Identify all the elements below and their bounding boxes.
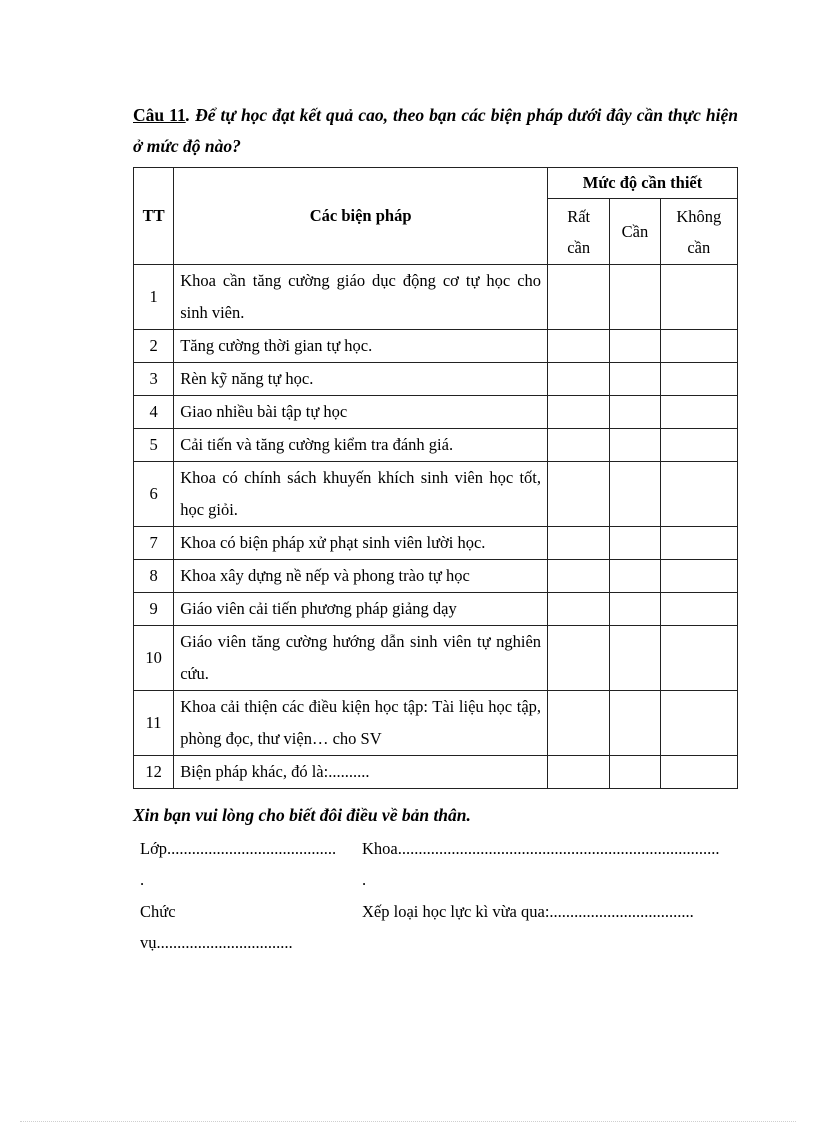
answer-cell-not-needed[interactable] [660, 429, 737, 462]
row-measure: Khoa cần tăng cường giáo dục động cơ tự học cho sinh viên. [174, 265, 548, 330]
answer-cell-needed[interactable] [610, 560, 660, 593]
row-number: 6 [134, 462, 174, 527]
row-number: 1 [134, 265, 174, 330]
answer-cell-not-needed[interactable] [660, 265, 737, 330]
answer-cell-needed[interactable] [610, 691, 660, 756]
row-measure: Khoa có biện pháp xử phạt sinh viên lười học. [174, 527, 548, 560]
row-number: 12 [134, 756, 174, 789]
table-row [134, 756, 738, 789]
table-row [134, 626, 738, 691]
table-row [134, 396, 738, 429]
page-edge-divider [20, 1121, 796, 1122]
answer-cell-very-needed[interactable] [548, 560, 610, 593]
row-measure: Khoa cải thiện các điều kiện học tập: Tài liệu học tập, phòng đọc, thư viện… cho SV [174, 691, 548, 756]
answer-cell-needed[interactable] [610, 265, 660, 330]
header-measures: Các biện pháp [174, 168, 548, 265]
header-necessity: Mức độ cần thiết [548, 168, 738, 199]
position-label: Chức [140, 902, 176, 921]
answer-cell-needed[interactable] [610, 363, 660, 396]
row-number: 11 [134, 691, 174, 756]
answer-cell-needed[interactable] [610, 756, 660, 789]
question-text: . Để tự học đạt kết quả cao, theo bạn các biện pháp dưới đây cần thực hiện ở mức độ nào? [133, 105, 739, 156]
row-measure: Giáo viên cải tiến phương pháp giảng dạy [174, 593, 548, 626]
answer-cell-not-needed[interactable] [660, 527, 737, 560]
answer-cell-needed[interactable] [610, 396, 660, 429]
row-number: 9 [134, 593, 174, 626]
row-number: 8 [134, 560, 174, 593]
row-number: 10 [134, 626, 174, 691]
answer-cell-very-needed[interactable] [548, 396, 610, 429]
answer-cell-not-needed[interactable] [660, 462, 737, 527]
table-row [134, 363, 738, 396]
answer-cell-very-needed[interactable] [548, 691, 610, 756]
faculty-field[interactable]: Khoa.............................................................................. [362, 839, 720, 858]
answer-cell-not-needed[interactable] [660, 691, 737, 756]
answer-cell-very-needed[interactable] [548, 330, 610, 363]
position-field[interactable]: vụ................................. [140, 933, 293, 952]
answer-cell-needed[interactable] [610, 527, 660, 560]
table-row [134, 330, 738, 363]
answer-cell-not-needed[interactable] [660, 626, 737, 691]
row-number: 4 [134, 396, 174, 429]
table-row [134, 560, 738, 593]
table-row [134, 691, 738, 756]
answer-cell-needed[interactable] [610, 330, 660, 363]
class-field[interactable]: Lớp......................................... [140, 839, 337, 858]
row-measure: Khoa xây dựng nề nếp và phong trào tự học [174, 560, 548, 593]
table-row [134, 527, 738, 560]
answer-cell-very-needed[interactable] [548, 527, 610, 560]
answer-cell-very-needed[interactable] [548, 626, 610, 691]
answer-cell-not-needed[interactable] [660, 396, 737, 429]
table-row [134, 593, 738, 626]
answer-cell-very-needed[interactable] [548, 429, 610, 462]
answer-cell-very-needed[interactable] [548, 462, 610, 527]
row-number: 7 [134, 527, 174, 560]
answer-cell-needed[interactable] [610, 462, 660, 527]
table-row [134, 265, 738, 330]
header-tt: TT [134, 168, 174, 265]
row-measure: Khoa có chính sách khuyến khích sinh viên học tốt, học giỏi. [174, 462, 548, 527]
row-measure: Cải tiến và tăng cường kiểm tra đánh giá. [174, 429, 548, 462]
faculty-field-continuation: . [362, 870, 367, 889]
answer-cell-very-needed[interactable] [548, 756, 610, 789]
answer-cell-very-needed[interactable] [548, 265, 610, 330]
row-measure: Rèn kỹ năng tự học. [174, 363, 548, 396]
answer-cell-needed[interactable] [610, 429, 660, 462]
measures-table [133, 167, 738, 789]
row-number: 3 [134, 363, 174, 396]
header-very-needed: Rất cần [548, 199, 610, 265]
personal-info-title: Xin bạn vui lòng cho biết đôi điều về bản thân. [133, 805, 471, 825]
answer-cell-not-needed[interactable] [660, 560, 737, 593]
header-needed: Cần [610, 199, 660, 265]
answer-cell-needed[interactable] [610, 593, 660, 626]
header-not-needed: Không cần [660, 199, 737, 265]
table-row [134, 429, 738, 462]
question-number: Câu 11 [133, 105, 186, 125]
answer-cell-not-needed[interactable] [660, 330, 737, 363]
table-row [134, 462, 738, 527]
answer-cell-very-needed[interactable] [548, 363, 610, 396]
answer-cell-very-needed[interactable] [548, 593, 610, 626]
row-measure: Giáo viên tăng cường hướng dẫn sinh viên tự nghiên cứu. [174, 626, 548, 691]
answer-cell-not-needed[interactable] [660, 363, 737, 396]
class-field-continuation: . [140, 870, 145, 889]
academic-rank-field[interactable]: Xếp loại học lực kì vừa qua:................................... [362, 902, 694, 921]
answer-cell-needed[interactable] [610, 626, 660, 691]
row-measure: Giao nhiều bài tập tự học [174, 396, 548, 429]
row-number: 2 [134, 330, 174, 363]
answer-cell-not-needed[interactable] [660, 756, 737, 789]
row-measure: Biện pháp khác, đó là:.......... [174, 756, 548, 789]
row-number: 5 [134, 429, 174, 462]
question-11 [133, 100, 738, 162]
answer-cell-not-needed[interactable] [660, 593, 737, 626]
row-measure: Tăng cường thời gian tự học. [174, 330, 548, 363]
